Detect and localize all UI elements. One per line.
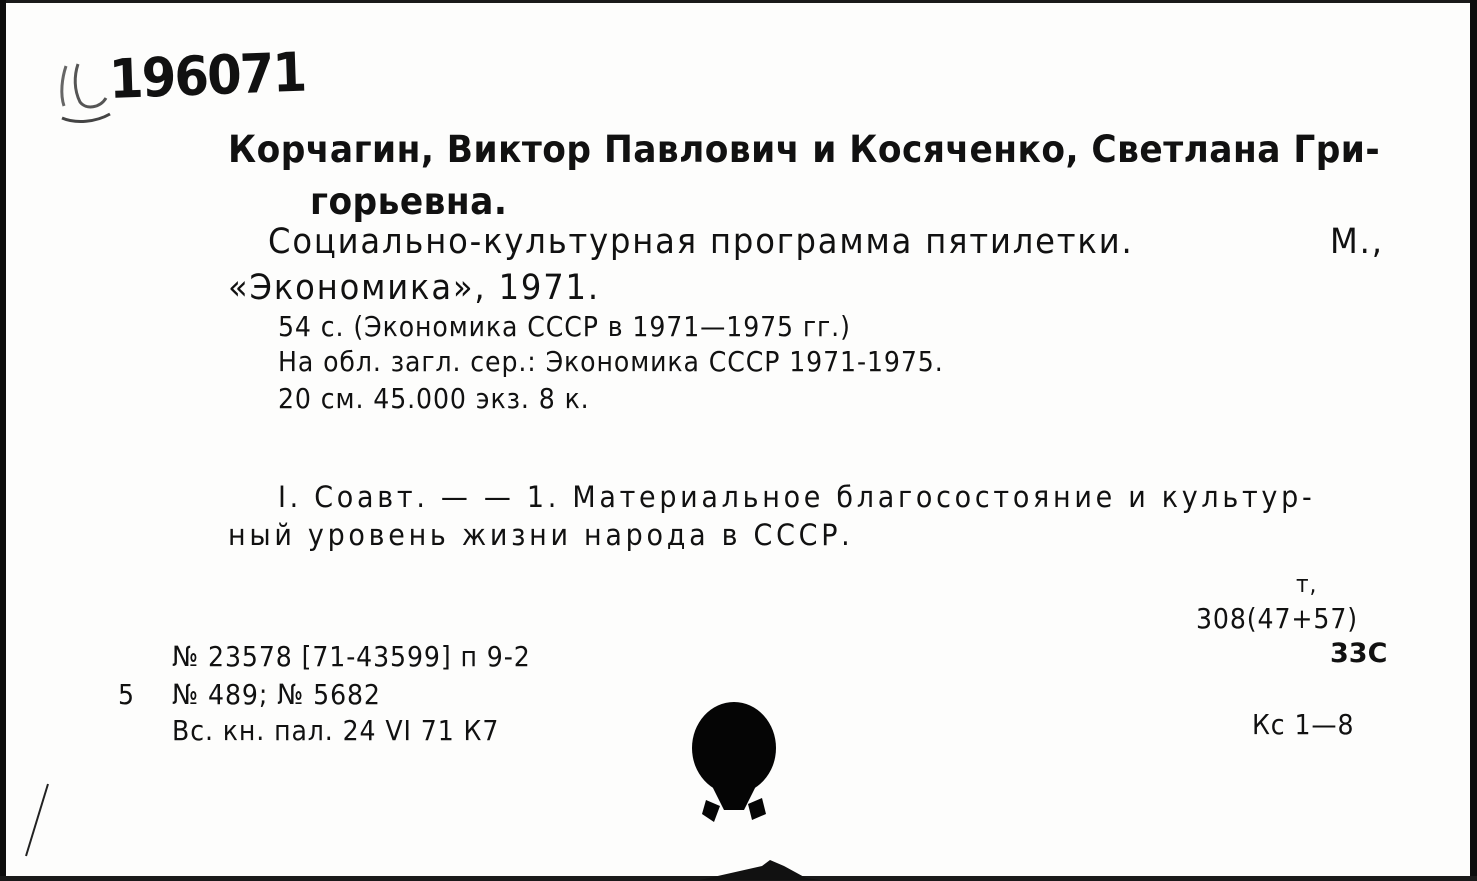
udc-index: 308(47+57) [1196, 602, 1359, 635]
pencil-slash-icon [18, 780, 58, 860]
bottom-ink-mark-icon [700, 858, 820, 880]
description-line1: 54 с. (Экономика СССР в 1971—1975 гг.) [278, 310, 851, 343]
card-border-left [0, 0, 6, 881]
bbk-index: 33С [1330, 638, 1388, 669]
card-number-prefix: 5 [118, 678, 135, 711]
accession-number: 196071 [108, 40, 307, 111]
card-border-right [1470, 0, 1477, 881]
punch-hole-icon [690, 700, 778, 826]
card-number-line3: Вс. кн. пал. 24 VI 71 К7 [172, 714, 500, 747]
title-place: М., [1330, 222, 1384, 262]
classification-mark: т, [1296, 570, 1318, 598]
classification-code: Кс 1—8 [1252, 708, 1355, 741]
author-heading-line2: горьевна. [310, 180, 508, 223]
description-line3: 20 см. 45.000 экз. 8 к. [278, 382, 590, 415]
stamp-mark-icon [56, 58, 114, 124]
description-line2: На обл. загл. сер.: Экономика СССР 1971-1975. [278, 345, 944, 378]
title-line2: «Экономика», 1971. [228, 268, 600, 308]
tracings-line1: I. Соавт. — — 1. Материальное благосостояние и культур- [278, 480, 1316, 514]
card-border-top [0, 0, 1477, 3]
author-heading-line1: Корчагин, Виктор Павлович и Косяченко, Светлана Гри- [228, 128, 1381, 171]
card-number-line2: № 489; № 5682 [172, 678, 381, 711]
title-line1: Социально-культурная программа пятилетки. [268, 222, 1134, 262]
card-number-line1: № 23578 [71-43599] п 9-2 [172, 640, 531, 673]
tracings-line2: ный уровень жизни народа в СССР. [228, 518, 854, 552]
